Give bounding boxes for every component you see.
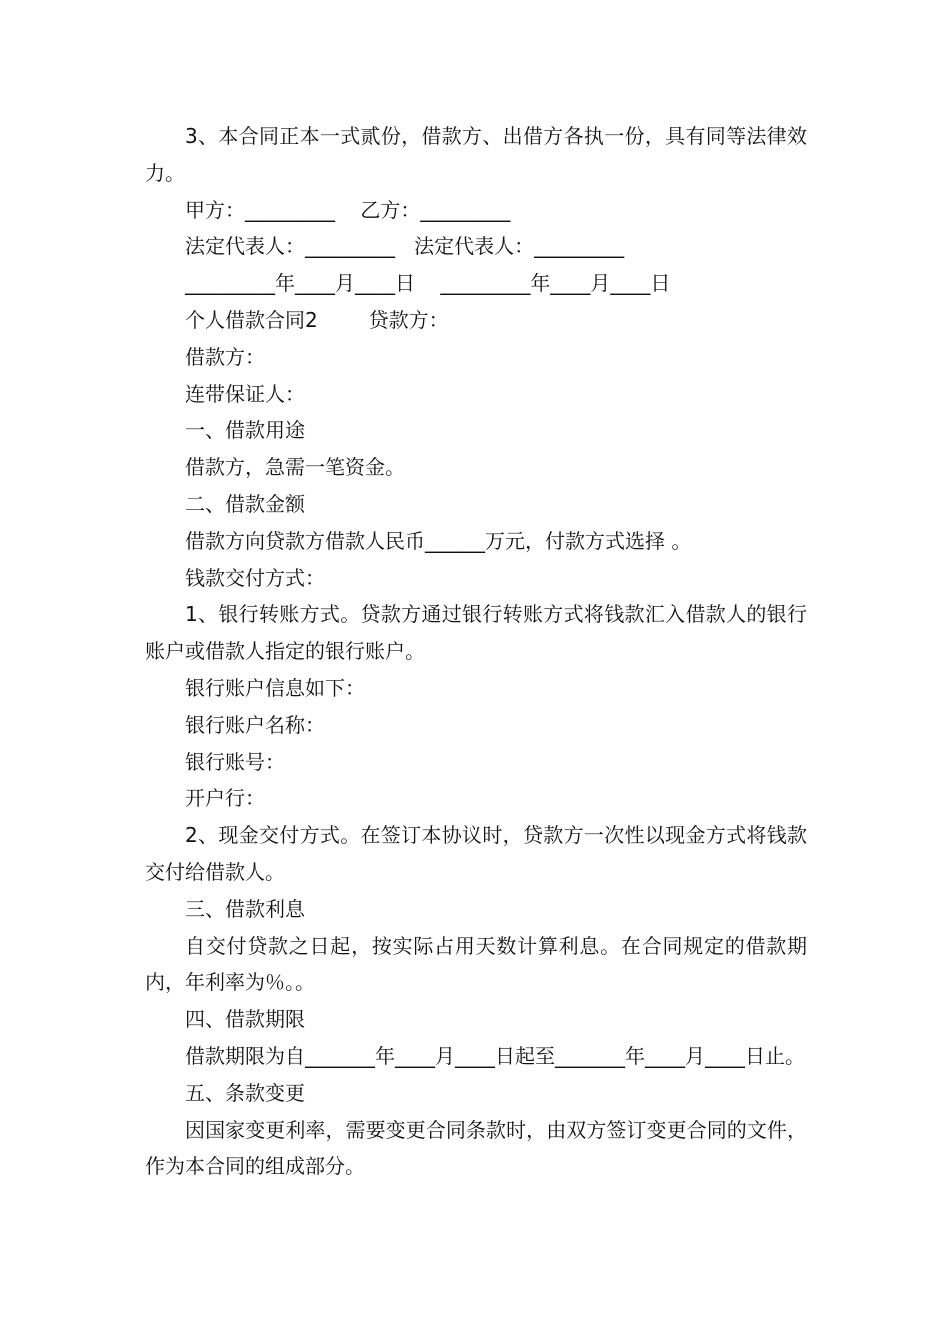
signature-parties: 甲方：_________ 乙方：_________ (185, 197, 511, 222)
purpose-text: 借款方，急需一笔资金。 (185, 455, 405, 480)
term-text: 借款期限为自_______年____月____日起至_______年____月____日止。 (185, 1043, 805, 1068)
amount-text: 借款方向贷款方借款人民币______万元，付款方式选择 。 (185, 528, 692, 553)
clause-3-copies: 3、本合同正本一式贰份，借款方、出借方各执一份，具有同等法律效力。 (145, 124, 807, 185)
bank-branch: 开户行： (185, 786, 265, 811)
payment-method-heading: 钱款交付方式： (185, 565, 325, 590)
bank-account-number: 银行账号： (185, 749, 285, 774)
document-page (145, 118, 807, 1185)
bank-info-heading: 银行账户信息如下： (185, 675, 365, 700)
cash-payment-text: 2、现金交付方式。在签订本协议时，贷款方一次性以现金方式将钱款交付给借款人。 (145, 823, 807, 884)
change-text: 因国家变更利率，需要变更合同条款时，由双方签订变更合同的文件，作为本合同的组成部分。 (145, 1117, 807, 1179)
signature-dates: _________年____月____日 _________年____月____日 (185, 271, 671, 296)
section-heading-purpose: 一、借款用途 (185, 418, 305, 443)
signature-legal-representatives: 法定代表人：_________ 法定代表人：_________ (185, 234, 625, 259)
section-heading-change: 五、条款变更 (185, 1080, 305, 1105)
section-heading-amount: 二、借款金额 (185, 491, 305, 516)
bank-transfer-text: 1、银行转账方式。贷款方通过银行转账方式将钱款汇入借款人的银行账户或借款人指定的银行账户。 (145, 602, 807, 664)
section-heading-term: 四、借款期限 (185, 1007, 305, 1032)
contract-2-title-lender: 个人借款合同2 贷款方： (185, 307, 449, 332)
borrower-line: 借款方： (185, 344, 265, 369)
guarantor-line: 连带保证人： (185, 381, 305, 406)
interest-text: 自交付贷款之日起，按实际占用天数计算利息。在合同规定的借款期内，年利率为％。。 (145, 933, 807, 995)
section-heading-interest: 三、借款利息 (185, 896, 305, 921)
bank-account-name: 银行账户名称： (185, 712, 325, 737)
